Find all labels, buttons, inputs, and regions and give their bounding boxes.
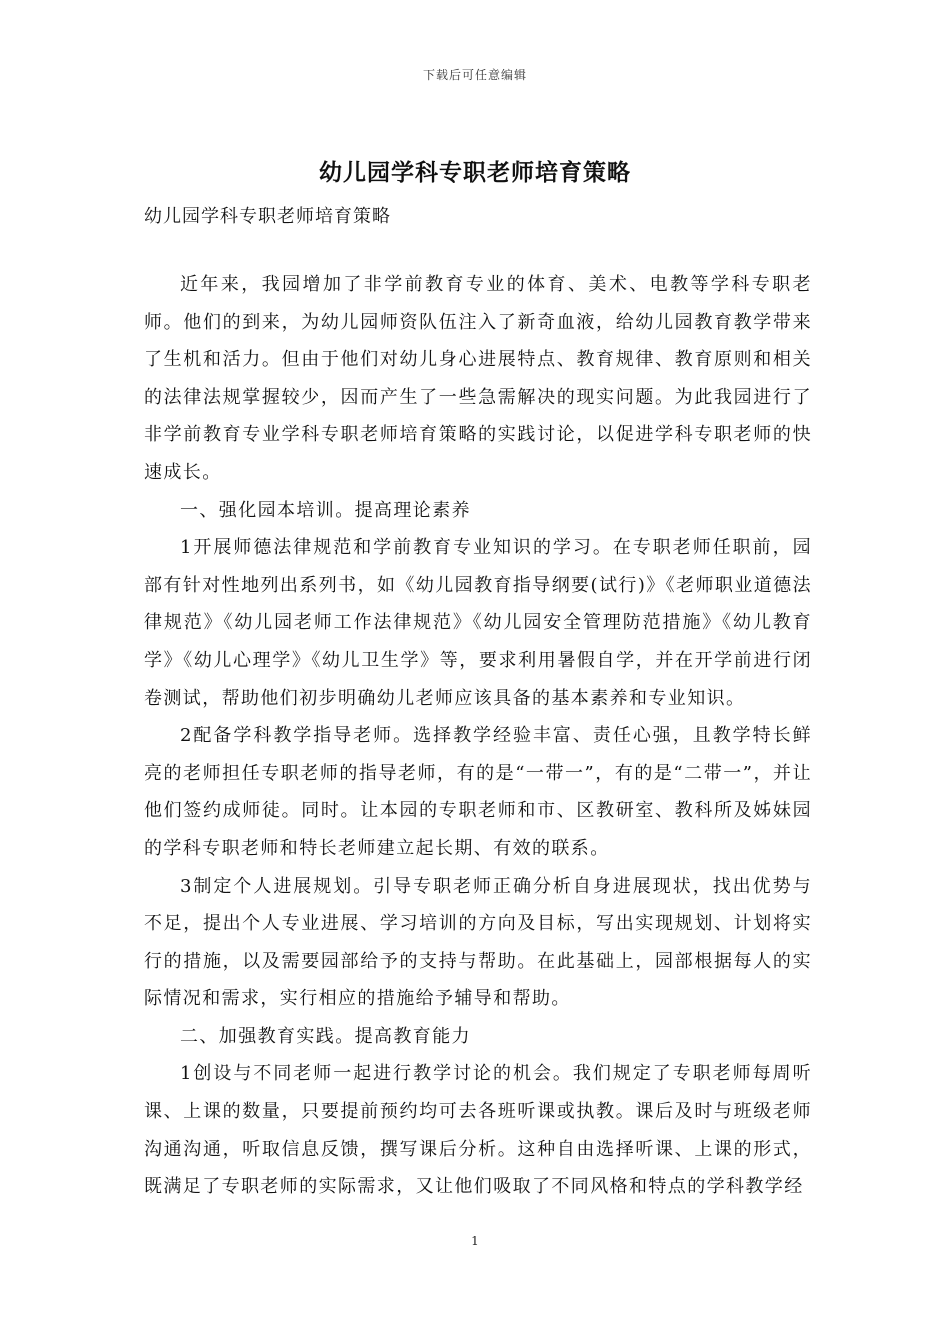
document-subtitle: 幼儿园学科专职老师培育策略: [144, 206, 391, 227]
paragraph-intro: 近年来，我园增加了非学前教育专业的体育、美术、电教等学科专职老师。他们的到来，为幼儿园师资队伍注入了新奇血液，给幼儿园教育教学带来了生机和活力。但由于他们对幼儿身心进展特点、教育规律、教育原则和相关的法律法规掌握较少，因而产生了一些急需解决的现实问题。为此我园进行了非学前教育专业学科专职老师培育策略的实践讨论，以促进学科专职老师的快速成长。: [144, 274, 812, 483]
paragraph-2-1: 1创设与不同老师一起进行教学讨论的机会。我们规定了专职老师每周听课、上课的数量，只要提前预约均可去各班听课或执教。课后及时与班级老师沟通沟通，听取信息反馈，撰写课后分析。这种自由选择听课、上课的形式，既满足了专职老师的实际需求，又让他们吸取了不同风格和特点的学科教学经: [144, 1063, 812, 1198]
page-number: 1: [471, 1234, 479, 1248]
paragraph-1-2: 2配备学科教学指导老师。选择教学经验丰富、责任心强，且教学特长鲜亮的老师担任专职老师的指导老师，有的是“一带一”，有的是“二带一”，并让他们签约成师徒。同时。让本园的专职老师和市、区教研室、教科所及姊妹园的学科专职老师和特长老师建立起长期、有效的联系。: [144, 725, 812, 859]
document-body: [144, 266, 812, 1206]
paragraph-1-1: 1开展师德法律规范和学前教育专业知识的学习。在专职老师任职前，园部有针对性地列出系列书，如《幼儿园教育指导纲要(试行)》《老师职业道德法律规范》《幼儿园老师工作法律规范》《幼儿园安全管理防范措施》《幼儿教育学》《幼儿心理学》《幼儿卫生学》等，要求利用暑假自学，并在开学前进行闭卷测试，帮助他们初步明确幼儿老师应该具备的基本素养和专业知识。: [144, 537, 812, 709]
section-heading-2: 二、加强教育实践。提高教育能力: [180, 1025, 471, 1047]
paragraph-1-3: 3制定个人进展规划。引导专职老师正确分析自身进展现状，找出优势与不足，提出个人专业进展、学习培训的方向及目标，写出实现规划、计划将实行的措施，以及需要园部给予的支持与帮助。在此基础上，园部根据每人的实际情况和需求，实行相应的措施给予辅导和帮助。: [144, 875, 812, 1010]
section-heading-1: 一、强化园本培训。提高理论素养: [180, 499, 471, 521]
header-note: 下载后可任意编辑: [422, 68, 527, 82]
document-title: 幼儿园学科专职老师培育策略: [319, 159, 631, 186]
